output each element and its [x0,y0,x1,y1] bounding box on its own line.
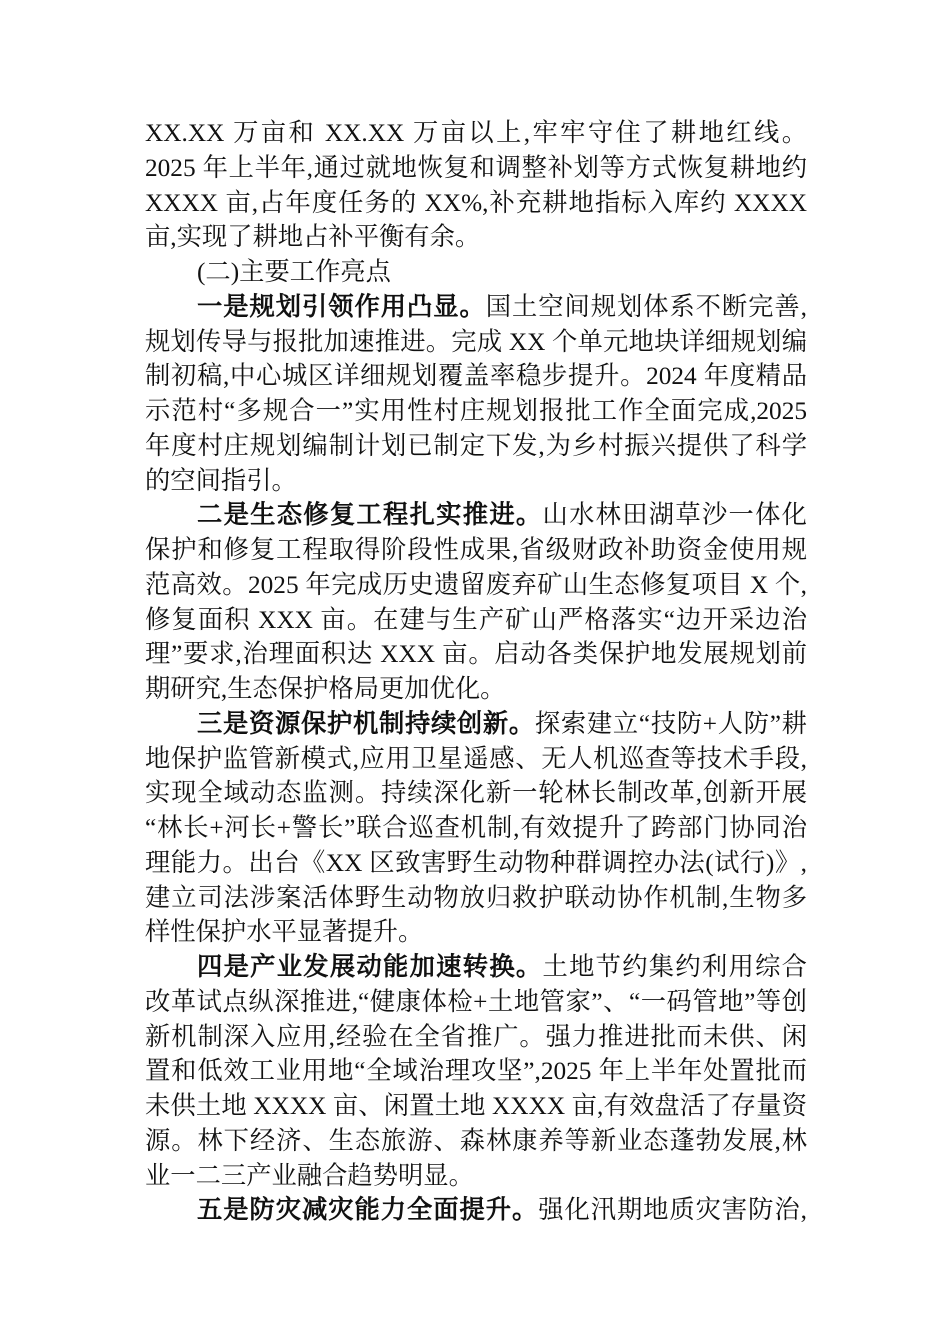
text-line [145,1159,807,1194]
text-line [145,1089,807,1124]
line-text: 强化汛期地质灾害防治, [538,1196,807,1225]
text-line [145,811,807,846]
paragraph-lead: 五是防灾减灾能力全面提升。 [197,1196,539,1225]
text-line [145,637,807,672]
text-line [145,325,807,360]
text-line [145,1193,807,1228]
line-text: 山水林田湖草沙一体化 [542,501,807,530]
line-text: 保护和修复工程取得阶段性成果,省级财政补助资金使用规 [145,536,807,564]
line-text: 理能力。出台《XX 区致害野生动物种群调控办法(试行)》, [145,848,807,877]
text-line [145,568,807,603]
paragraph [145,950,807,1193]
text-line [145,881,807,916]
text-line [145,915,807,950]
text-line [145,394,807,429]
line-text: 地保护监管新模式,应用卫星遥感、无人机巡查等技术手段, [145,744,807,773]
paragraph-lead: 二是生态修复工程扎实推进。 [197,501,543,530]
paragraph-lead: 一是规划引领作用凸显。 [197,292,486,321]
paragraph [145,707,807,950]
paragraph [145,1193,807,1228]
line-text: XX.XX 万亩和 XX.XX 万亩以上,牢牢守住了耕地红线。 [145,119,807,147]
line-text: 的空间指引。 [145,466,297,495]
document-body [145,116,807,1228]
paragraph-lead: 四是产业发展动能加速转换。 [197,953,543,981]
line-text: 土地节约集约利用综合 [542,953,807,981]
text-line [145,151,807,186]
paragraph-lead: 三是资源保护机制持续创新。 [197,709,535,738]
line-text: (二)主要工作亮点 [197,258,391,286]
line-text: 年度村庄规划编制计划已制定下发,为乡村振兴提供了科学 [145,431,807,460]
text-line [145,846,807,881]
text-line [145,429,807,464]
paragraph [145,498,807,707]
paragraph [145,290,807,499]
paragraph [145,255,807,290]
line-text: 范高效。2025 年完成历史遗留废弃矿山生态修复项目 X 个, [145,570,807,599]
text-line [145,220,807,255]
line-text: 置和低效工业用地“全域治理攻坚”,2025 年上半年处置批而 [145,1057,807,1086]
text-line [145,498,807,533]
line-text: 规划传导与报批加速推进。完成 XX 个单元地块详细规划编 [145,327,807,356]
line-text: 建立司法涉案活体野生动物放归救护联动协作机制,生物多 [145,883,807,912]
line-text: 制初稿,中心城区详细规划覆盖率稳步提升。2024 年度精品 [145,362,807,391]
line-text: 亩,实现了耕地占补平衡有余。 [145,223,481,252]
text-line [145,707,807,742]
text-line [145,290,807,325]
line-text: 2025 年上半年,通过就地恢复和调整补划等方式恢复耕地约 [145,153,807,182]
line-text: 样性保护水平显著提升。 [145,918,424,947]
text-line [145,533,807,568]
line-text: XXXX 亩,占年度任务的 XX%,补充耕地指标入库约 XXXX [145,188,807,217]
text-line [145,672,807,707]
text-line [145,116,807,151]
text-line [145,464,807,499]
line-text: 探索建立“技防+人防”耕 [534,709,807,738]
text-line [145,186,807,221]
paragraph [145,116,807,255]
line-text: “林长+河长+警长”联合巡查机制,有效提升了跨部门协同治 [145,814,807,842]
line-text: 业一二三产业融合趋势明显。 [145,1161,474,1190]
text-line [145,985,807,1020]
text-line [145,950,807,985]
line-text: 新机制深入应用,经验在全省推广。强力推进批而未供、闲 [145,1022,807,1051]
line-text: 实现全域动态监测。持续深化新一轮林长制改革,创新开展 [145,779,807,808]
line-text: 理”要求,治理面积达 XXX 亩。启动各类保护地发展规划前 [145,640,807,669]
text-line [145,742,807,777]
line-text: 修复面积 XXX 亩。在建与生产矿山严格落实“边开采边治 [145,605,807,634]
text-line [145,1020,807,1055]
text-line [145,603,807,638]
text-line [145,776,807,811]
line-text: 期研究,生态保护格局更加优化。 [145,675,506,703]
line-text: 源。林下经济、生态旅游、森林康养等新业态蓬勃发展,林 [145,1126,807,1155]
text-line [145,1124,807,1159]
text-line [145,255,807,290]
line-text: 国土空间规划体系不断完善, [485,292,807,321]
line-text: 示范村“多规合一”实用性村庄规划报批工作全面完成,2025 [145,397,807,425]
line-text: 未供土地 XXXX 亩、闲置土地 XXXX 亩,有效盘活了存量资 [145,1092,807,1120]
text-line [145,1054,807,1089]
line-text: 改革试点纵深推进,“健康体检+土地管家”、“一码管地”等创 [145,987,807,1016]
text-line [145,359,807,394]
